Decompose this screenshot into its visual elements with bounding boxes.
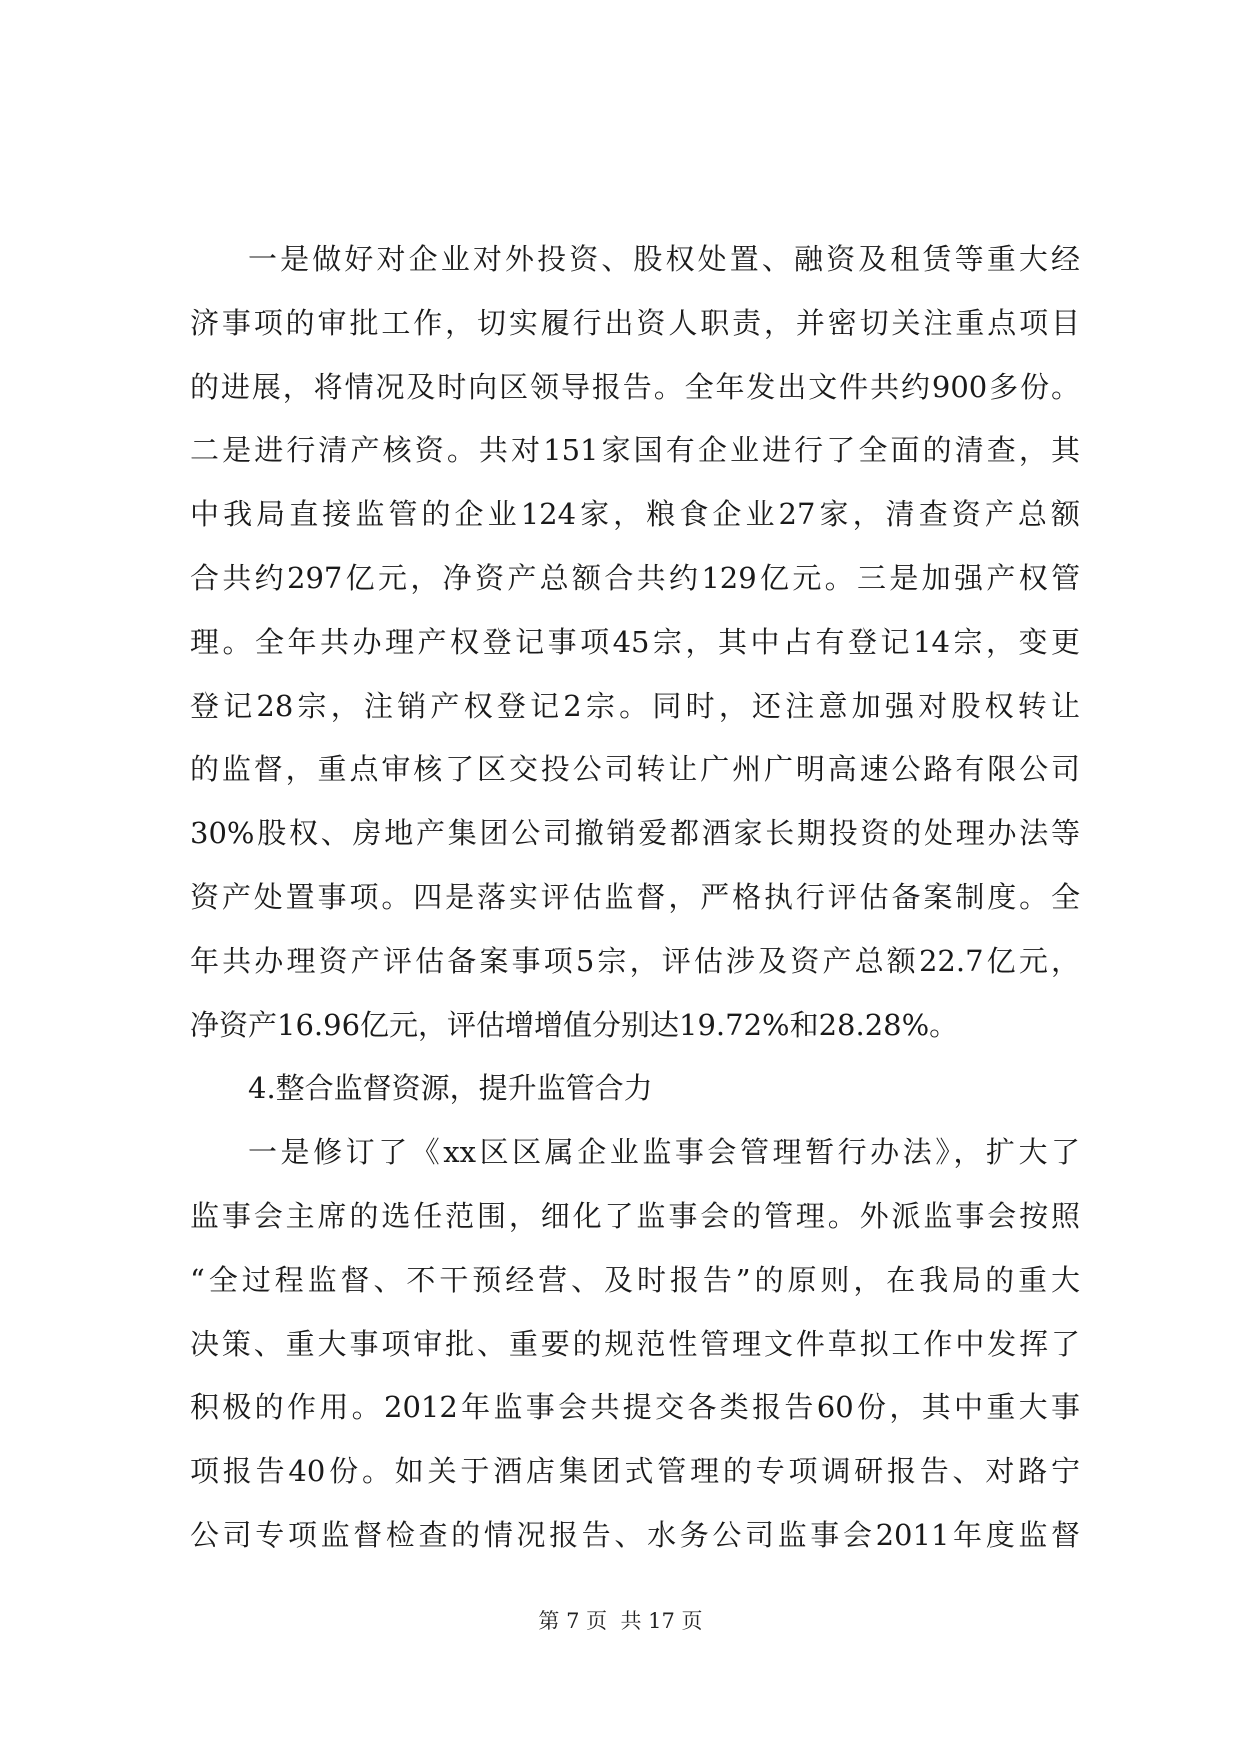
page-footer: [0, 1606, 1241, 1636]
page-number: 第 7 页 共 17 页: [538, 1609, 703, 1633]
section-heading: 4.整合监督资源，提升监管合力: [248, 1071, 653, 1106]
text-line: 二是进行清产核资。共对151家国有企业进行了全面的清查，其: [190, 433, 1080, 468]
text-line: 资产处置事项。四是落实评估监督，严格执行评估备案制度。全: [190, 879, 1080, 914]
text-line: 登记28宗，注销产权登记2宗。同时，还注意加强对股权转让: [190, 688, 1080, 723]
text-line: 理。全年共办理产权登记事项45宗，其中占有登记14宗，变更: [190, 624, 1080, 659]
text-line: 一是修订了《xx区区属企业监事会管理暂行办法》，扩大了: [248, 1135, 1080, 1170]
text-line: 的监督，重点审核了区交投公司转让广州广明高速公路有限公司: [190, 752, 1080, 787]
text-line: “全过程监督、不干预经营、及时报告”的原则，在我局的重大: [190, 1262, 1080, 1297]
text-line: 一是做好对企业对外投资、股权处置、融资及租赁等重大经: [248, 242, 1080, 276]
text-line: 年共办理资产评估备案事项5宗，评估涉及资产总额22.7亿元，: [190, 943, 1080, 978]
body-text: [190, 228, 1080, 1568]
text-line: 济事项的审批工作，切实履行出资人职责，并密切关注重点项目: [190, 305, 1080, 340]
text-line: 项报告40份。如关于酒店集团式管理的专项调研报告、对路宁: [190, 1454, 1080, 1489]
text-line: 30%股权、房地产集团公司撤销爱都酒家长期投资的处理办法等: [190, 816, 1080, 851]
text-line: 中我局直接监管的企业124家，粮食企业27家，清查资产总额: [190, 497, 1080, 532]
text-line: 公司专项监督检查的情况报告、水务公司监事会2011年度监督: [190, 1517, 1080, 1552]
text-line: 合共约297亿元，净资产总额合共约129亿元。三是加强产权管: [190, 560, 1080, 595]
text-line: 净资产16.96亿元，评估增增值分别达19.72%和28.28%。: [190, 1007, 959, 1042]
text-line: 监事会主席的选任范围，细化了监事会的管理。外派监事会按照: [190, 1198, 1080, 1233]
text-line: 决策、重大事项审批、重要的规范性管理文件草拟工作中发挥了: [190, 1326, 1080, 1361]
text-line: 的进展，将情况及时向区领导报告。全年发出文件共约900多份。: [190, 369, 1080, 404]
text-line: 积极的作用。2012年监事会共提交各类报告60份，其中重大事: [190, 1390, 1080, 1425]
